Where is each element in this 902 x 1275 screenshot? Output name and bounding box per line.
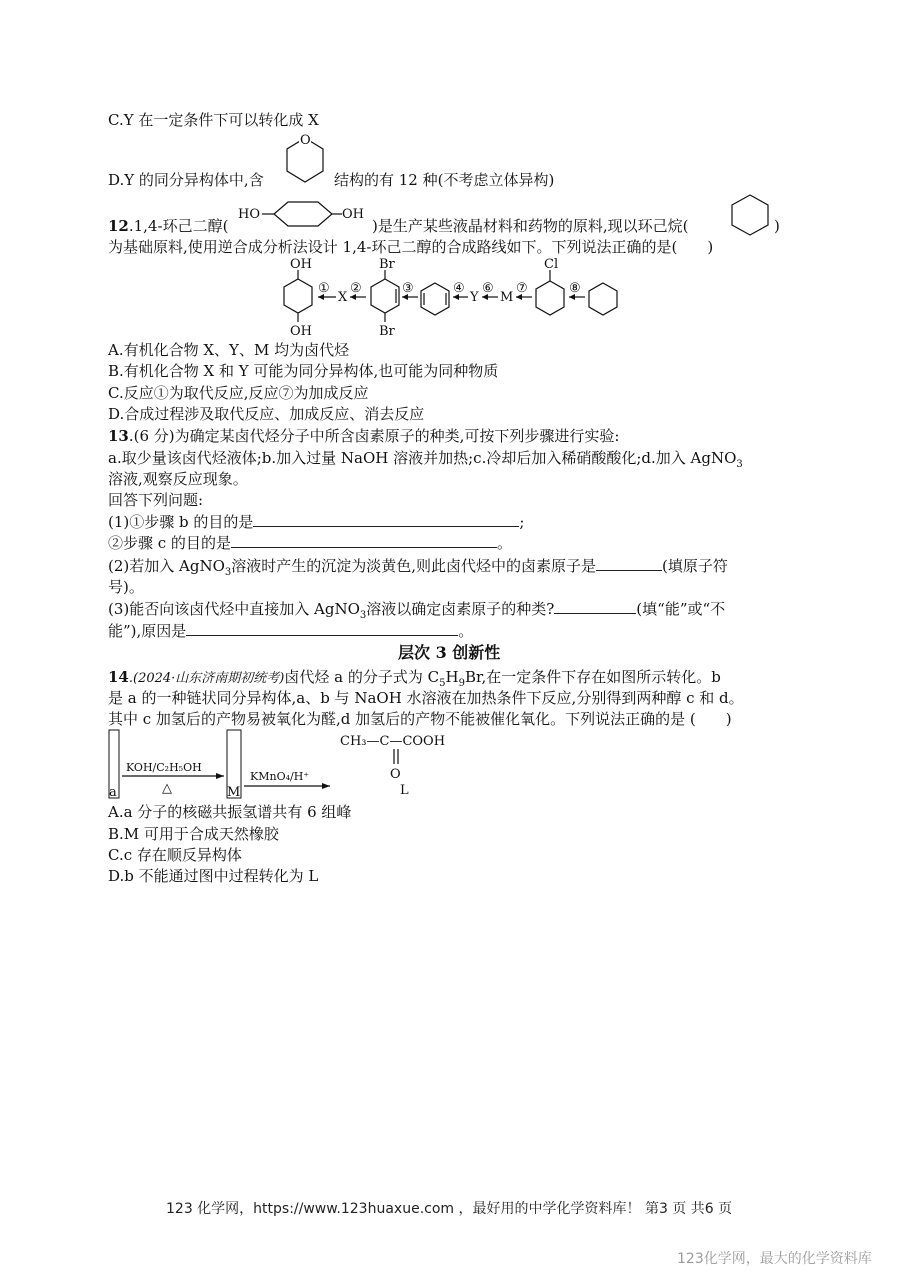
watermark: 123化学网，最大的化学资料库	[677, 1251, 872, 1267]
step-8-label: ⑧	[569, 281, 581, 296]
dibromo-top-br: Br	[379, 257, 395, 272]
q13-answer-intro: 回答下列问题:	[108, 491, 204, 509]
product-l-formula: CH₃—C—COOH	[340, 734, 446, 749]
q12-stem-middle: )是生产某些液晶材料和药物的原料,现以环己烷(	[372, 217, 689, 235]
heat-symbol: △	[162, 781, 172, 796]
oxygen-atom-label: O	[300, 133, 311, 148]
compound-m: M	[500, 290, 514, 305]
step-2-label: ②	[350, 281, 362, 296]
cyclohexane-1-4-diol-structure	[238, 196, 372, 236]
oh-label: OH	[342, 207, 364, 222]
q13-part2-cont: 号)。	[108, 578, 144, 596]
q12-option-d: D.合成过程涉及取代反应、加成反应、消去反应	[108, 405, 425, 423]
q12-number: 12	[108, 217, 129, 235]
section-title: 层次 3 创新性	[398, 643, 501, 662]
q12-option-b: B.有机化合物 X 和 Y 可能为同分异构体,也可能为同种物质	[108, 362, 499, 380]
q12-stem-line2: 为基础原料,使用逆合成分析法设计 1,4-环己二醇的合成路线如下。下列说法正确的是( )	[108, 238, 714, 256]
diol-top-oh: OH	[290, 257, 312, 272]
q13-steps-line1: a.取少量该卤代烃液体;b.加入过量 NaOH 溶液并加热;c.冷却后加入稀硝酸酸化;d.加入 AgNO$_3$	[108, 449, 743, 470]
diol-bottom-oh: OH	[290, 324, 312, 339]
q14-transformation-scheme	[108, 728, 488, 800]
step-6-label: ⑥	[482, 281, 494, 296]
q13-part1b: ②步骤 c 的目的是 。	[108, 534, 512, 552]
compound-x: X	[338, 290, 348, 305]
q13-stem: 13.(6 分)为确定某卤代烃分子中所含卤素原子的种类,可按下列步骤进行实验:	[108, 427, 620, 445]
q13-blank-2[interactable]	[596, 556, 662, 571]
compound-y: Y	[470, 290, 479, 305]
q13-part2: (2)若加入 AgNO$_3$溶液时产生的沉淀为淡黄色,则此卤代烃中的卤素原子是 (填原子符	[108, 557, 728, 578]
q14-stem-line2: 是 a 的一种链状同分异构体,a、b 与 NaOH 水溶液在加热条件下反应,分别得到两种醇 c 和 d。	[108, 689, 744, 707]
compound-m-label: M	[227, 785, 241, 800]
q11-option-d-suffix: 结构的有 12 种(不考虑立体异构)	[334, 171, 555, 189]
q14-stem-line1: 14.(2024·山东济南期初统考)卤代烃 a 的分子式为 $C_5H_9Br$,在一定条件下存在如图所示转化。b	[108, 668, 721, 689]
q13-part1a: (1)①步骤 b 的目的是 ;	[108, 513, 525, 531]
q12-synthesis-route	[280, 255, 620, 339]
step-3-label: ③	[402, 281, 414, 296]
q13-steps-line2: 溶液,观察反应现象。	[108, 470, 248, 488]
q13-blank-3b[interactable]	[186, 621, 458, 636]
q13-blank-1a[interactable]	[253, 512, 519, 527]
step-1-label: ①	[318, 281, 330, 296]
q13-blank-1b[interactable]	[231, 533, 497, 548]
q13-number: 13	[108, 427, 129, 445]
q12-option-a: A.有机化合物 X、Y、M 均为卤代烃	[108, 341, 350, 359]
cyclohexane-structure-stem	[728, 192, 772, 238]
q14-option-b: B.M 可用于合成天然橡胶	[108, 825, 279, 843]
dibromo-bottom-br: Br	[379, 324, 395, 339]
q14-option-c: C.c 存在顺反异构体	[108, 846, 242, 864]
q11-option-d-prefix: D.Y 的同分异构体中,含	[108, 171, 264, 189]
q12-stem-close: )	[774, 217, 780, 235]
q13-part3: (3)能否向该卤代烃中直接加入 AgNO$_3$溶液以确定卤素原子的种类? (填“能”或“不	[108, 600, 726, 621]
q13-blank-3a[interactable]	[554, 599, 636, 614]
compound-a-label: a	[109, 785, 117, 800]
product-l-label: L	[400, 783, 409, 798]
chloro-cl: Cl	[544, 257, 559, 272]
reagent-kmno4: KMnO₄/H⁺	[250, 770, 310, 783]
page-footer: 123 化学网，https://www.123huaxue.com ，最好用的中学化学资料库！ 第3 页 共6 页	[166, 1201, 733, 1217]
q14-option-d: D.b 不能通过图中过程转化为 L	[108, 867, 319, 885]
q11-option-c: C.Y 在一定条件下可以转化成 X	[108, 111, 319, 129]
q13-part3-cont: 能”),原因是 。	[108, 622, 474, 640]
step-7-label: ⑦	[516, 281, 528, 296]
q14-option-a: A.a 分子的核磁共振氢谱共有 6 组峰	[108, 803, 352, 821]
q14-stem-line3: 其中 c 加氢后的产物易被氧化为醛,d 加氢后的产物不能被催化氧化。下列说法正确的是 ( )	[108, 710, 732, 728]
q12-stem-start: 12.1,4-环己二醇(	[108, 217, 229, 235]
q14-number: 14	[108, 668, 129, 686]
q12-option-c: C.反应①为取代反应,反应⑦为加成反应	[108, 384, 369, 402]
step-4-label: ④	[453, 281, 465, 296]
reagent-koh-ethanol: KOH/C₂H₅OH	[126, 761, 202, 774]
product-l-oxygen: O	[390, 767, 401, 782]
q11-oxane-structure	[280, 134, 330, 190]
ho-label: HO	[238, 207, 260, 222]
